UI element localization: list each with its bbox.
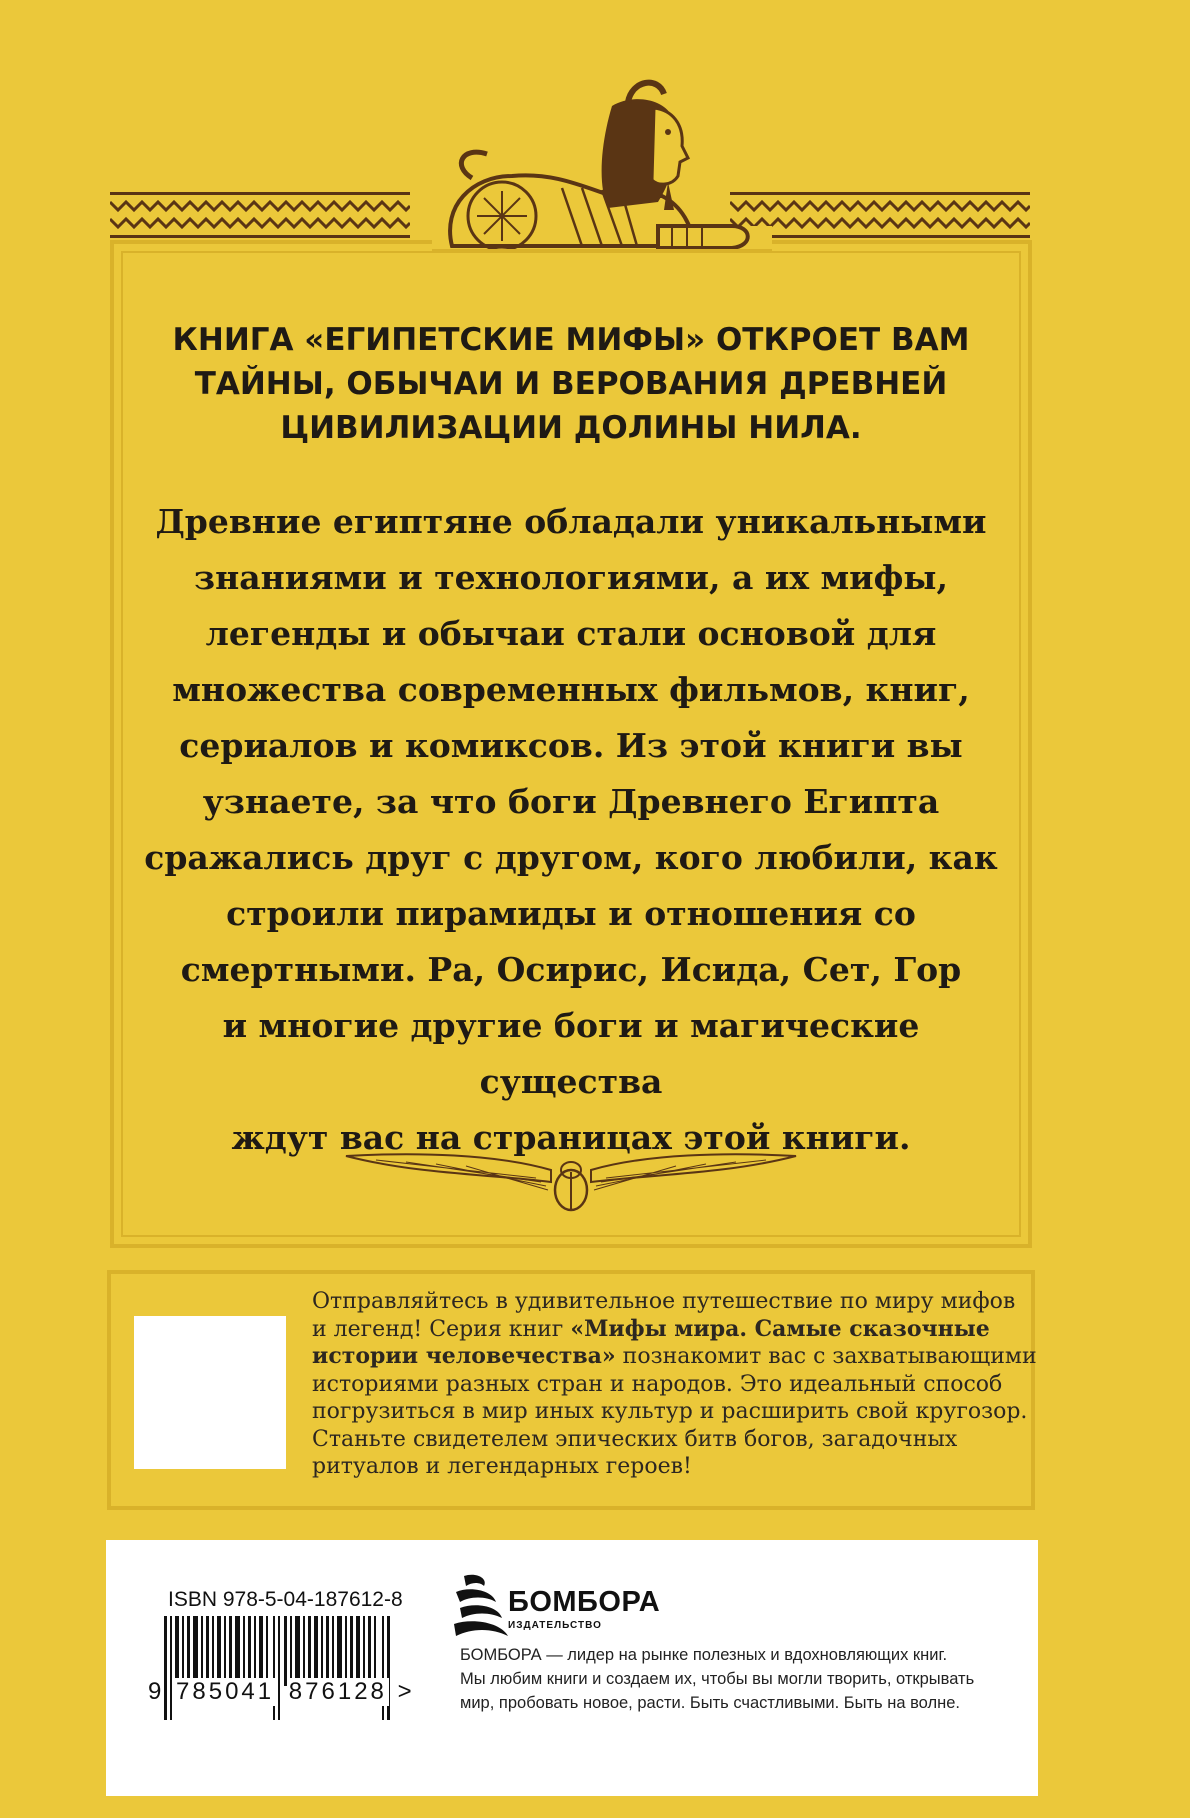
series-text: познакомит вас с захватывающими [615, 1344, 1037, 1369]
isbn-label: ISBN 978-5-04-187612-8 [168, 1588, 403, 1611]
description-line: и многие другие боги и магические существа [222, 1006, 920, 1101]
series-title: «Мифы мира. Самые сказочные [570, 1315, 990, 1342]
series-description [312, 1288, 1037, 1481]
publisher-blurb-line: Мы любим книги и создаем их, чтобы вы могли творить, открывать [460, 1670, 975, 1688]
description-line: смертными. Ра, Осирис, Исида, Сет, Гор [180, 950, 962, 989]
publisher-blurb-line: БОМБОРА — лидер на рынке полезных и вдохновляющих книг. [460, 1646, 948, 1664]
barcode-digits-right: 876128 [288, 1678, 387, 1705]
publisher-name: БОМБОРА [508, 1586, 661, 1618]
publisher-blurb-line: мир, пробовать новое, расти. Быть счастливыми. Быть на волне. [460, 1694, 960, 1712]
description-line: знаниями и технологиями, а их мифы, [194, 558, 948, 597]
winged-scarab-icon [336, 1148, 806, 1214]
description-line: узнаете, за что боги Древнего Египта [202, 782, 940, 821]
publisher-blurb [460, 1643, 1020, 1715]
barcode-digits-left: 785041 [176, 1678, 275, 1705]
bombora-wave-logo-icon [452, 1572, 512, 1644]
barcode-digits [146, 1678, 414, 1706]
zigzag-band-right [730, 192, 1030, 238]
series-line [312, 1343, 1037, 1371]
series-line: погрузиться в мир иных культур и расширить свой кругозор. [312, 1399, 1028, 1424]
description-line: множества современных фильмов, книг, [172, 670, 970, 709]
headline-line: ТАЙНЫ, ОБЫЧАИ И ВЕРОВАНИЯ ДРЕВНЕЙ [194, 366, 948, 402]
description-line: сражались друг с другом, кого любили, как [144, 838, 998, 877]
series-line: историями разных стран и народов. Это идеальный способ [312, 1371, 1003, 1397]
barcode-digit-first: 9 [148, 1678, 162, 1705]
description-line: легенды и обычаи стали основой для [205, 614, 937, 653]
sticker-placeholder [134, 1316, 286, 1469]
series-title: истории человечества» [312, 1343, 616, 1369]
series-line: Станьте свидетелем эпических битв богов, загадочных [312, 1426, 958, 1452]
description-line: ждут вас на страницах этой книги. [231, 1118, 911, 1157]
headline-line: КНИГА «ЕГИПЕТСКИЕ МИФЫ» ОТКРОЕТ ВАМ [172, 322, 970, 358]
series-line: ритуалов и легендарных героев! [312, 1454, 692, 1479]
description-line: Древние египтяне обладали уникальными [155, 502, 987, 541]
book-description [140, 494, 1002, 1166]
series-line [312, 1316, 1012, 1344]
series-text: и легенд! Серия книг [312, 1316, 571, 1342]
series-line: Отправляйтесь в удивительное путешествие по миру мифов [312, 1289, 1016, 1314]
publisher-subtitle: ИЗДАТЕЛЬСТВО [508, 1620, 602, 1631]
description-line: сериалов и комиксов. Из этой книги вы [179, 726, 963, 765]
barcode-digit-end: > [397, 1678, 412, 1705]
description-line: строили пирамиды и отношения со [226, 894, 916, 933]
headline [150, 318, 992, 450]
zigzag-band-left [110, 192, 410, 238]
sphinx-illustration-icon [432, 76, 772, 294]
headline-line: ЦИВИЛИЗАЦИИ ДОЛИНЫ НИЛА. [280, 410, 862, 446]
